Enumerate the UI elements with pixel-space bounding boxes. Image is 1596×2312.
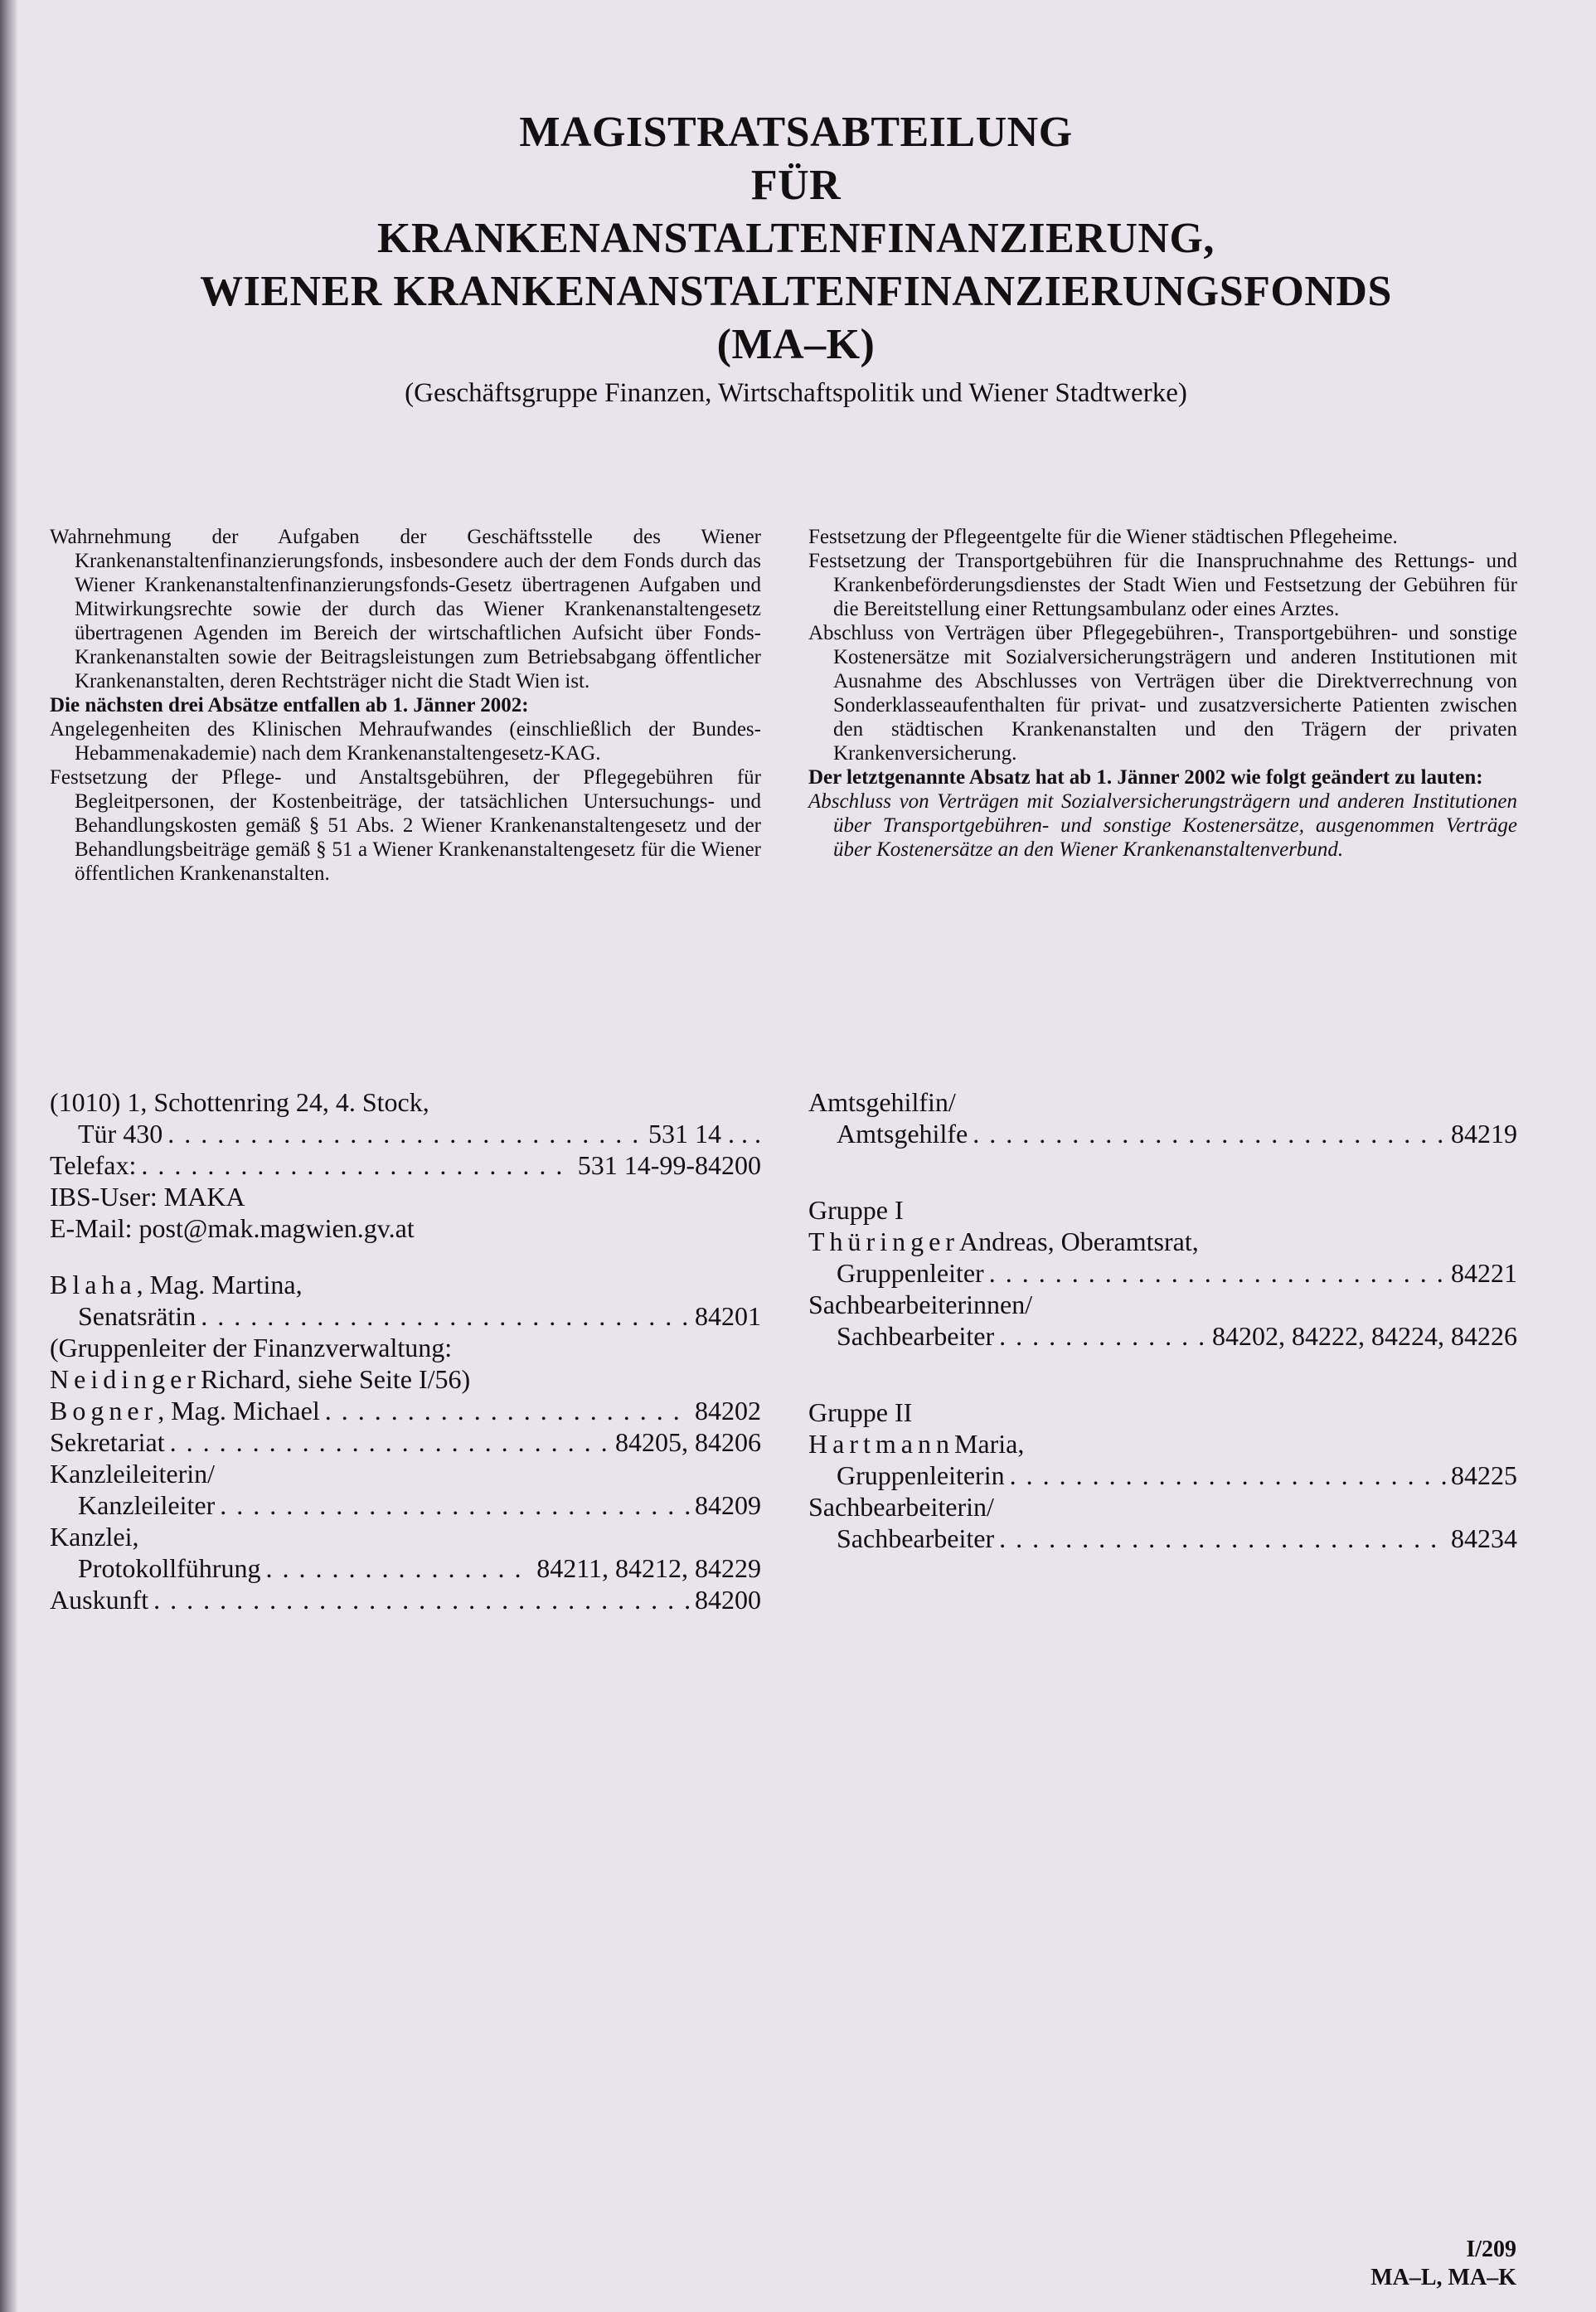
- group-2-head-name: Hartmann Maria,: [808, 1429, 1025, 1459]
- head-name: Blaha , Mag. Martina,: [50, 1270, 303, 1299]
- group-2-title: Gruppe II: [808, 1397, 913, 1427]
- task-paragraph: Festsetzung der Transportgebühren für die Inanspruchnahme des Rettungs- und Krankenbeförderungsdienstes der Stadt Wien und Festsetzung der Gebühren für die Bereitstellung einer Rettungsambulanz oder eines Arztes.: [808, 550, 1517, 620]
- heading-line: FÜR: [750, 162, 842, 209]
- attendant-line: Amtsgehilfe . . . 84219: [808, 1118, 1517, 1149]
- bogner-line: Bogner , Mag. Michael . . . 84202: [50, 1395, 761, 1426]
- group-1-title: Gruppe I: [808, 1195, 904, 1225]
- secretariat-line: Sekretariat . . . 84205, 84206: [50, 1426, 761, 1458]
- office-head-line: Kanzleileiter . . . 84209: [50, 1489, 761, 1521]
- group-2-staff-label: Sachbearbeiterin/: [808, 1492, 994, 1522]
- office-head-label: Kanzleileiterin/: [50, 1459, 216, 1489]
- address-line: (1010) 1, Schottenring 24, 4. Stock,: [50, 1087, 429, 1117]
- task-note: Die nächsten drei Absätze entfallen ab 1. Jänner 2002:: [50, 694, 529, 716]
- page-number: I/209: [1466, 2237, 1516, 2262]
- tasks-right-column: [808, 525, 1517, 862]
- group-1-head-name: Thüringer Andreas, Oberamtsrat,: [808, 1226, 1199, 1256]
- page-binding-edge: [0, 0, 18, 2312]
- group-2-staff-line: Sachbearbeiter . . . 84234: [808, 1523, 1517, 1554]
- group-1-head-line: Gruppenleiter . . . 84221: [808, 1257, 1517, 1289]
- heading-line: KRANKENANSTALTENFINANZIERUNG,: [377, 215, 1215, 262]
- group-1-staff-line: Sachbearbeiter . . . 84202, 84222, 84224, 84226: [808, 1320, 1517, 1352]
- group-1-staff-label: Sachbearbeiterinnen/: [808, 1290, 1033, 1319]
- department-heading: [50, 106, 1542, 411]
- task-paragraph: Abschluss von Verträgen über Pflegegebühren-, Transportgebühren- und sonstige Kostenersätze mit Sozialversicherungsträgern und anderen Institutionen mit Ausnahme des Abschlusses von Verträgen über die Direktverrechnung von Sonderklasseaufenthalten für privat- und zusatzversicherte Patienten zwischen den städtischen Krankenanstalten und den Trägern der privaten Krankenversicherung.: [808, 622, 1517, 765]
- task-paragraph: Festsetzung der Pflege- und Anstaltsgebühren, der Pflegegebühren für Begleitpersonen, der Kostenbeiträge, der tatsächlichen Untersuchungs- und Behandlungskosten gemäß § 51 Abs. 2 Wiener Krankenanstaltengesetz und der Behandlungsbeiträge gemäß § 51 a Wiener Krankenanstaltengesetz für die Wiener öffentlichen Krankenanstalten.: [50, 766, 761, 885]
- task-note: Der letztgenannte Absatz hat ab 1. Jänner 2002 wie folgt geändert zu lauten:: [808, 766, 1483, 789]
- task-paragraph: Wahrnehmung der Aufgaben der Geschäftsstelle des Wiener Krankenanstaltenfinanzierungsfonds, insbesondere auch der dem Fonds durch das Wiener Krankenanstaltenfinanzierungsfonds-Gesetz übertragenen Aufgaben und Mitwirkungsrechte sowie der durch das Wiener Krankenanstaltengesetz übertragenen Agenden im Bereich der wirtschaftlichen Aufsicht über Fonds-Krankenanstalten sowie der Beitragsleistungen zum Betriebsabgang öffentlicher Krankenanstalten, deren Rechtsträger nicht die Stadt Wien ist.: [50, 526, 761, 692]
- page-footer: [1370, 2236, 1516, 2292]
- head-title-line: Senatsrätin . . . 84201: [50, 1300, 761, 1332]
- email-address[interactable]: E-Mail: post@mak.magwien.gv.at: [50, 1213, 415, 1243]
- fax-line: Telefax: . . . 531 14-99-84200: [50, 1149, 761, 1181]
- tasks-left-column: [50, 525, 761, 886]
- protocol-line: Protokollführung . . . 84211, 84212, 84229: [50, 1552, 761, 1584]
- department-codes: MA–L, MA–K: [1370, 2265, 1516, 2290]
- attendant-label: Amtsgehilfin/: [808, 1087, 956, 1117]
- office-label: Kanzlei,: [50, 1522, 139, 1552]
- room-line: Tür 430 . . . 531 14 . . .: [50, 1118, 761, 1149]
- heading-line: (MA–K): [716, 321, 876, 368]
- task-paragraph: Angelegenheiten des Klinischen Mehraufwandes (einschließlich der Bundes-Hebammenakademie) nach dem Krankenanstaltengesetz-KAG.: [50, 718, 761, 765]
- ibs-user: IBS-User: MAKA: [50, 1182, 245, 1212]
- contact-directory-right: [808, 1086, 1517, 1554]
- information-line: Auskunft . . . 84200: [50, 1584, 761, 1615]
- group-2-head-line: Gruppenleiterin . . . 84225: [808, 1460, 1517, 1491]
- finance-note: (Gruppenleiter der Finanzverwaltung:: [50, 1333, 453, 1362]
- contact-directory-left: [50, 1086, 761, 1615]
- task-paragraph-amended: Abschluss von Verträgen mit Sozialversicherungsträgern und anderen Institutionen über Transportgebühren- und sonstige Kostenersätze, ausgenommen Verträge über Kostenersätze an den Wiener Krankenanstaltenverbund.: [808, 790, 1517, 861]
- department-subtitle: (Geschäftsgruppe Finanzen, Wirtschaftspolitik und Wiener Stadtwerke): [405, 378, 1187, 408]
- finance-head-name: Neidinger Richard, siehe Seite I/56): [50, 1364, 471, 1394]
- task-paragraph: Festsetzung der Pflegeentgelte für die Wiener städtischen Pflegeheime.: [808, 526, 1398, 548]
- heading-line: MAGISTRATSABTEILUNG: [519, 109, 1073, 156]
- heading-line: WIENER KRANKENANSTALTENFINANZIERUNGSFONDS: [200, 268, 1392, 315]
